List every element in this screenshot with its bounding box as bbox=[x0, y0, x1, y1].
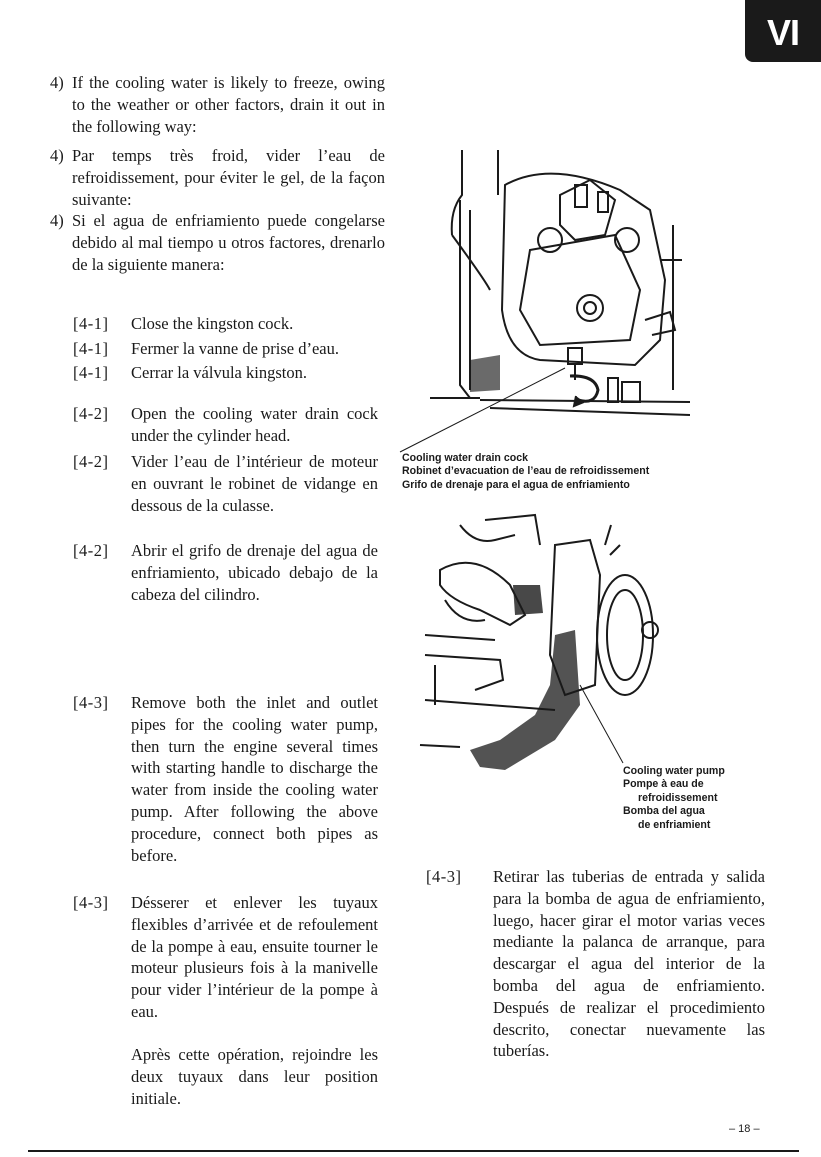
water-pump-illustration bbox=[415, 505, 705, 795]
step-text: Cerrar la válvula kingston. bbox=[131, 363, 307, 382]
step-label: [4-2] bbox=[73, 404, 109, 423]
step-text: Abrir el grifo de drenaje del agua de enfriamiento, ubicado debajo de la cabeza del cilindro. bbox=[131, 541, 378, 604]
intro-fr bbox=[50, 145, 385, 210]
step-label: [4-3] bbox=[73, 893, 109, 912]
step-text: Fermer la vanne de prise d’eau. bbox=[131, 339, 339, 358]
step-text: Remove both the inlet and outlet pipes for the cooling water pump, then turn the engine several times with starting handle to discharge the water from inside the cooling water pump. After following the above procedure, connect both pipes as before. bbox=[131, 693, 378, 865]
intro-number: 4) bbox=[50, 146, 64, 165]
caption-en: Cooling water drain cock bbox=[402, 452, 528, 464]
caption-es-line2: de enfriamient bbox=[638, 818, 711, 831]
step-text-continued: Après cette opération, rejoindre les deux tuyaux dans leur position initiale. bbox=[131, 1045, 378, 1108]
caption-fr: Robinet d’evacuation de l’eau de refroidissement bbox=[402, 465, 650, 478]
page-number: – 18 – bbox=[729, 1123, 760, 1135]
step-label: [4-2] bbox=[73, 541, 109, 560]
step-label: [4-1] bbox=[73, 363, 109, 382]
footer-rule bbox=[28, 1150, 799, 1152]
caption-fr-line2: refroidissement bbox=[638, 791, 718, 804]
step-text: Désserer et enlever les tuyaux flexibles d’arrivée et de refoulement de la pompe à eau, ensuite tourner le moteur plusieurs fois à la manivelle pour vider l’intérieur de la pompe à eau. bbox=[131, 893, 378, 1021]
step-text: Close the kingston cock. bbox=[131, 314, 294, 333]
step-label: [4-1] bbox=[73, 339, 109, 358]
figure2-caption bbox=[600, 765, 760, 832]
intro-es bbox=[50, 210, 385, 275]
intro-text: Si el agua de enfriamiento puede congelarse debido al mal tiempo u otros factores, drenarlo de la siguiente manera: bbox=[72, 211, 385, 274]
intro-text: Par temps très froid, vider l’eau de refroidissement, pour éviter le gel, de la façon suivante: bbox=[72, 146, 385, 209]
intro-text: If the cooling water is likely to freeze, owing to the weather or other factors, drain it out in the following way: bbox=[72, 73, 385, 136]
caption-en: Cooling water pump bbox=[623, 765, 725, 777]
step-label: [4-3] bbox=[426, 867, 462, 886]
step-text: Vider l’eau de l’intérieur de moteur en ouvrant le robinet de vidange en dessous de la culasse. bbox=[131, 452, 378, 515]
step-text: Open the cooling water drain cock under the cylinder head. bbox=[131, 404, 378, 445]
caption-es: Grifo de drenaje para el agua de enfriamiento bbox=[402, 478, 630, 491]
intro-number: 4) bbox=[50, 211, 64, 230]
step-label: [4-3] bbox=[73, 693, 109, 712]
intro-en bbox=[50, 72, 385, 137]
intro-number: 4) bbox=[50, 73, 64, 92]
caption-es-line1: Bomba del agua bbox=[623, 805, 705, 818]
step-label: [4-1] bbox=[73, 314, 109, 333]
drain-cock-illustration bbox=[390, 140, 690, 455]
figure1-caption bbox=[402, 452, 722, 492]
step-label: [4-2] bbox=[73, 452, 109, 471]
section-tab: VI bbox=[745, 0, 821, 62]
caption-fr-line1: Pompe à eau de bbox=[623, 778, 704, 791]
step-text: Retirar las tuberias de entrada y salida para la bomba de agua de enfriamiento, luego, hacer girar el motor varias veces mediante la palanca de arranque, para descargar el agua del interior de la bomba del agua de enfriamiento. Después de realizar el procedimiento descrito, conectar nuevamente las tuberías. bbox=[493, 867, 765, 1061]
